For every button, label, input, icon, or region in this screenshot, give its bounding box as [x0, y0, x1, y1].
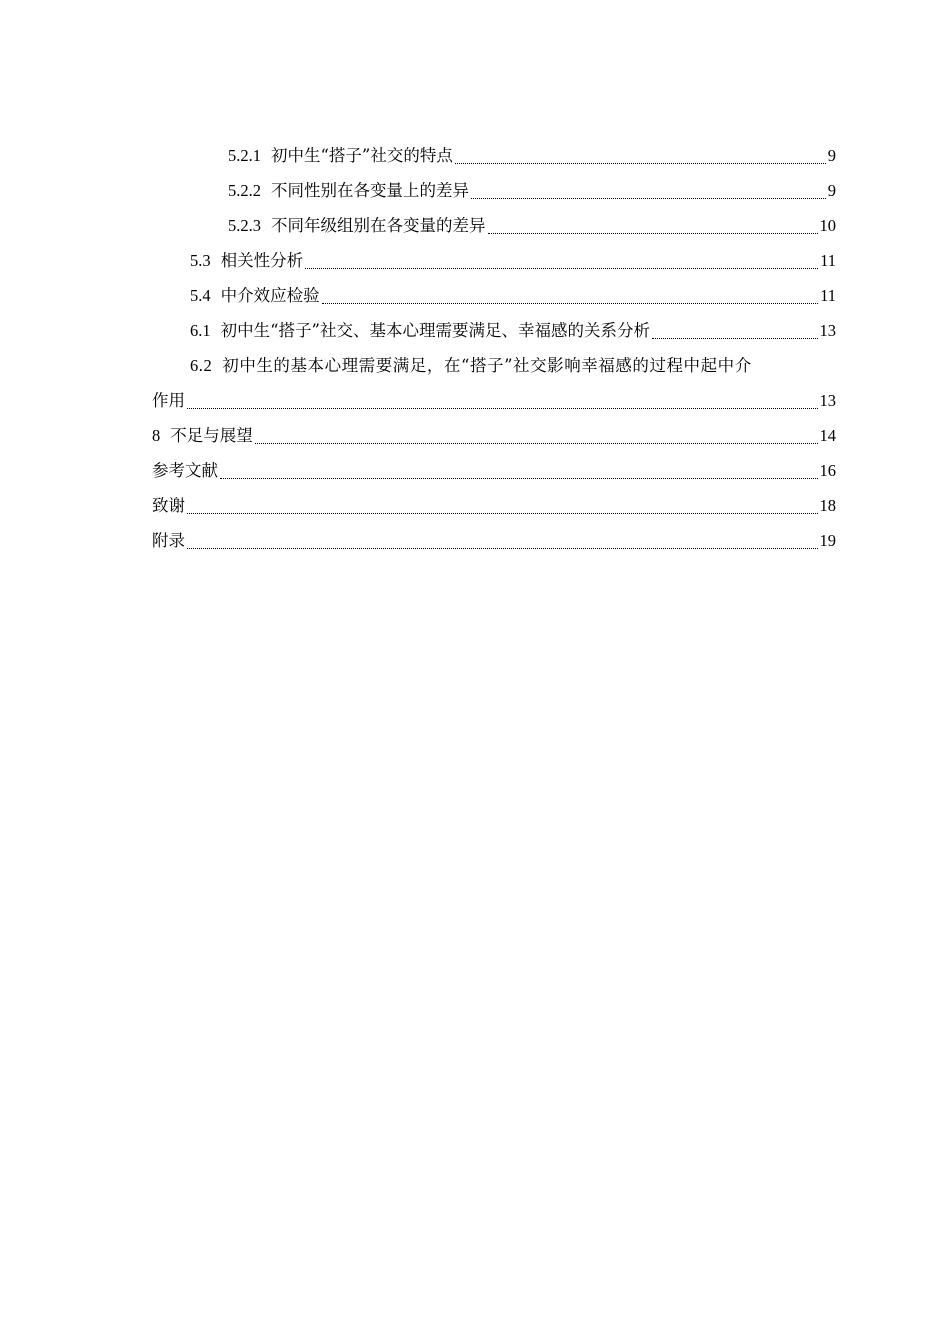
toc-entry-title: 致谢 [152, 496, 185, 515]
toc-entry-number: 5.2.1 [228, 146, 261, 165]
toc-entry-wrapped-line2[interactable] [152, 381, 836, 416]
toc-leader-dots [187, 407, 818, 409]
toc-leader-dots [488, 232, 818, 234]
toc-entry-number: 5.3 [190, 251, 211, 270]
toc-entry-page: 10 [819, 216, 836, 235]
toc-entry-number: 6.1 [190, 321, 211, 340]
toc-entry[interactable] [152, 311, 836, 346]
toc-leader-dots [455, 162, 826, 164]
toc-entry-title: 不同年级组别在各变量的差异 [271, 216, 486, 235]
table-of-contents [152, 136, 836, 556]
toc-entry-page: 14 [819, 426, 836, 445]
toc-leader-dots [187, 512, 818, 514]
toc-entry[interactable] [152, 276, 836, 311]
toc-entry[interactable] [152, 486, 836, 521]
toc-entry[interactable] [152, 171, 836, 206]
toc-leader-dots [322, 302, 818, 304]
toc-entry-page: 16 [819, 461, 836, 480]
toc-entry-page: 13 [819, 321, 836, 340]
toc-entry-page: 19 [819, 531, 836, 550]
toc-entry-page: 11 [820, 251, 836, 270]
toc-leader-dots [255, 442, 818, 444]
toc-entry-page: 18 [819, 496, 836, 515]
toc-entry-number: 6.2 [190, 356, 213, 375]
toc-leader-dots [220, 477, 818, 479]
toc-entry[interactable] [152, 136, 836, 171]
toc-entry[interactable] [152, 206, 836, 241]
toc-entry[interactable] [152, 241, 836, 276]
toc-entry-wrapped-line1[interactable] [152, 346, 836, 381]
toc-entry-number: 5.4 [190, 286, 211, 305]
toc-entry-title: 参考文献 [152, 461, 218, 480]
toc-entry-title: 相关性分析 [220, 251, 304, 270]
toc-entry[interactable] [152, 451, 836, 486]
toc-entry-page: 13 [819, 391, 836, 410]
toc-entry-page: 9 [827, 181, 836, 200]
toc-entry-title: 初中生的基本心理需要满足，在“搭子”社交影响幸福感的过程中起中介 [222, 356, 752, 375]
toc-entry-number: 5.2.2 [228, 181, 261, 200]
toc-entry-page: 9 [827, 146, 836, 165]
toc-entry-title: 初中生“搭子”社交的特点 [271, 146, 453, 165]
toc-leader-dots [187, 547, 818, 549]
toc-leader-dots [471, 197, 826, 199]
toc-leader-dots [305, 267, 818, 269]
toc-entry[interactable] [152, 521, 836, 556]
toc-entry-title: 不足与展望 [170, 426, 253, 445]
toc-entry-title-continued: 作用 [152, 391, 185, 410]
toc-entry-title: 中介效应检验 [220, 286, 320, 305]
toc-entry-title: 附录 [152, 531, 185, 550]
toc-entry-number: 5.2.3 [228, 216, 261, 235]
toc-entry-title: 初中生“搭子”社交、基本心理需要满足、幸福感的关系分析 [220, 321, 650, 340]
toc-entry-number: 8 [152, 426, 161, 445]
toc-entry-title: 不同性别在各变量上的差异 [271, 181, 469, 200]
toc-entry-page: 11 [820, 286, 836, 305]
toc-leader-dots [652, 337, 818, 339]
toc-entry[interactable] [152, 416, 836, 451]
